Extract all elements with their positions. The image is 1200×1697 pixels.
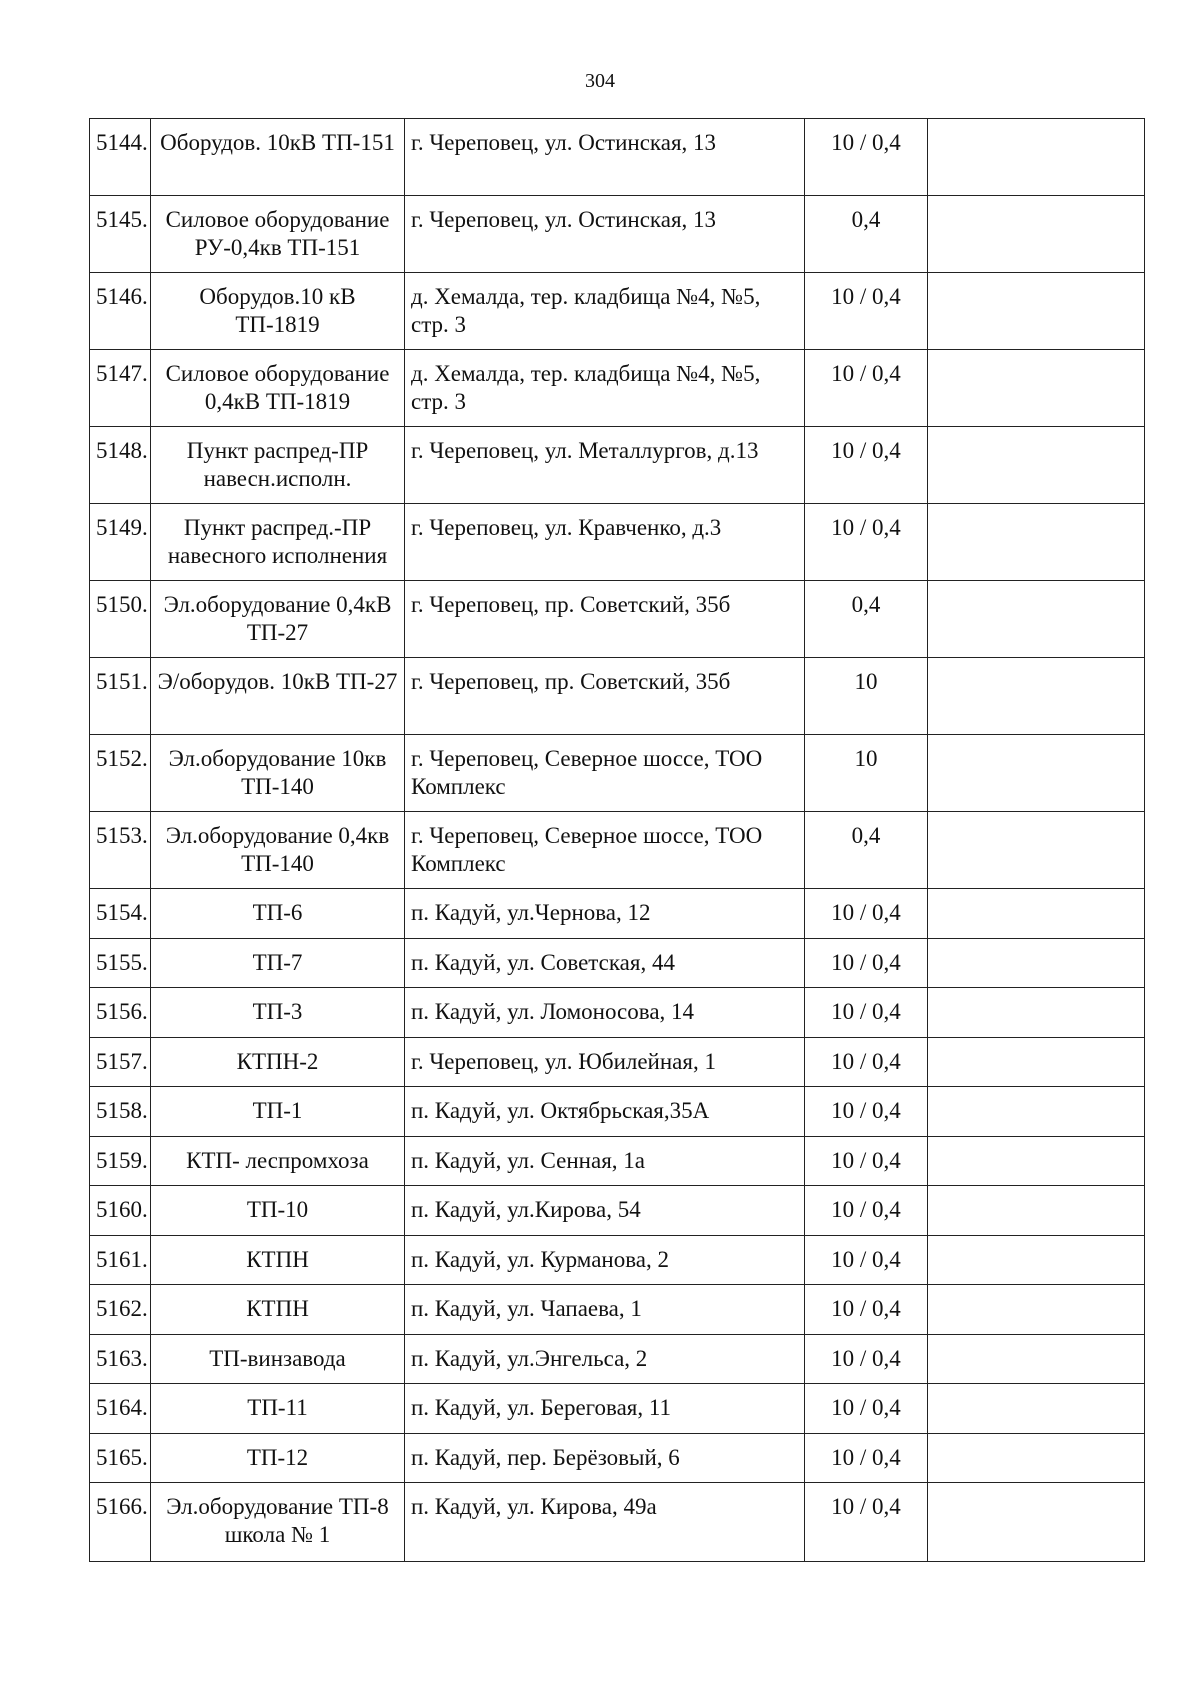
equipment-name: ТП-7 [151, 938, 405, 988]
voltage-class: 0,4 [805, 581, 928, 658]
equipment-address: п. Кадуй, ул.Кирова, 54 [405, 1186, 805, 1236]
equipment-name: ТП-10 [151, 1186, 405, 1236]
equipment-address: д. Хемалда, тер. кладбища №4, №5, стр. 3 [405, 350, 805, 427]
table-row [90, 581, 1145, 658]
equipment-name: ТП-6 [151, 889, 405, 939]
extra-cell [928, 889, 1145, 939]
extra-cell [928, 273, 1145, 350]
voltage-class: 10 / 0,4 [805, 1384, 928, 1434]
extra-cell [928, 350, 1145, 427]
equipment-address: п. Кадуй, ул. Чапаева, 1 [405, 1285, 805, 1335]
registry-body [90, 119, 1145, 1562]
row-number: 5161. [90, 1235, 151, 1285]
extra-cell [928, 1037, 1145, 1087]
voltage-class: 10 / 0,4 [805, 988, 928, 1038]
equipment-address: п. Кадуй, ул. Советская, 44 [405, 938, 805, 988]
table-row [90, 735, 1145, 812]
voltage-class: 10 / 0,4 [805, 889, 928, 939]
row-number: 5159. [90, 1136, 151, 1186]
equipment-address: п. Кадуй, ул. Курманова, 2 [405, 1235, 805, 1285]
equipment-name: ТП-3 [151, 988, 405, 1038]
row-number: 5153. [90, 812, 151, 889]
table-row [90, 658, 1145, 735]
row-number: 5160. [90, 1186, 151, 1236]
voltage-class: 10 [805, 658, 928, 735]
equipment-name: Оборудов.10 кВ ТП-1819 [151, 273, 405, 350]
table-row [90, 1037, 1145, 1087]
voltage-class: 10 / 0,4 [805, 1087, 928, 1137]
equipment-address: г. Череповец, пр. Советский, 35б [405, 581, 805, 658]
row-number: 5164. [90, 1384, 151, 1434]
row-number: 5155. [90, 938, 151, 988]
equipment-address: г. Череповец, ул. Остинская, 13 [405, 196, 805, 273]
voltage-class: 10 / 0,4 [805, 1433, 928, 1483]
extra-cell [928, 196, 1145, 273]
equipment-name: ТП-11 [151, 1384, 405, 1434]
row-number: 5165. [90, 1433, 151, 1483]
equipment-address: п. Кадуй, пер. Берёзовый, 6 [405, 1433, 805, 1483]
row-number: 5145. [90, 196, 151, 273]
extra-cell [928, 1087, 1145, 1137]
equipment-address: п. Кадуй, ул. Ломоносова, 14 [405, 988, 805, 1038]
voltage-class: 10 / 0,4 [805, 1285, 928, 1335]
voltage-class: 10 / 0,4 [805, 938, 928, 988]
row-number: 5156. [90, 988, 151, 1038]
equipment-name: Пункт распред-ПР навесн.исполн. [151, 427, 405, 504]
table-row [90, 1186, 1145, 1236]
row-number: 5144. [90, 119, 151, 196]
table-row [90, 1136, 1145, 1186]
voltage-class: 10 / 0,4 [805, 1186, 928, 1236]
row-number: 5158. [90, 1087, 151, 1137]
table-row [90, 1235, 1145, 1285]
equipment-name: Пункт распред.-ПР навесного исполнения [151, 504, 405, 581]
extra-cell [928, 1483, 1145, 1562]
voltage-class: 10 / 0,4 [805, 1483, 928, 1562]
extra-cell [928, 119, 1145, 196]
voltage-class: 10 / 0,4 [805, 504, 928, 581]
page-number: 304 [585, 70, 615, 92]
extra-cell [928, 504, 1145, 581]
table-row [90, 119, 1145, 196]
extra-cell [928, 812, 1145, 889]
equipment-address: п. Кадуй, ул. Кирова, 49а [405, 1483, 805, 1562]
equipment-name: КТПН-2 [151, 1037, 405, 1087]
table-row [90, 1384, 1145, 1434]
row-number: 5154. [90, 889, 151, 939]
equipment-name: Эл.оборудование 10кв ТП-140 [151, 735, 405, 812]
voltage-class: 10 / 0,4 [805, 273, 928, 350]
equipment-address: д. Хемалда, тер. кладбища №4, №5, стр. 3 [405, 273, 805, 350]
row-number: 5157. [90, 1037, 151, 1087]
voltage-class: 10 / 0,4 [805, 1037, 928, 1087]
table-row [90, 988, 1145, 1038]
voltage-class: 10 [805, 735, 928, 812]
extra-cell [928, 1136, 1145, 1186]
table-row [90, 889, 1145, 939]
equipment-name: Эл.оборудование ТП-8 школа № 1 [151, 1483, 405, 1562]
voltage-class: 10 / 0,4 [805, 1136, 928, 1186]
table-row [90, 273, 1145, 350]
table-row [90, 812, 1145, 889]
voltage-class: 10 / 0,4 [805, 350, 928, 427]
row-number: 5151. [90, 658, 151, 735]
equipment-name: КТП- леспромхоза [151, 1136, 405, 1186]
equipment-name: Эл.оборудование 0,4кВ ТП-27 [151, 581, 405, 658]
table-row [90, 1087, 1145, 1137]
extra-cell [928, 1384, 1145, 1434]
voltage-class: 0,4 [805, 812, 928, 889]
table-row [90, 1483, 1145, 1562]
equipment-address: г. Череповец, ул. Юбилейная, 1 [405, 1037, 805, 1087]
equipment-address: г. Череповец, Северное шоссе, ТОО Комплекс [405, 735, 805, 812]
table-row [90, 427, 1145, 504]
row-number: 5146. [90, 273, 151, 350]
row-number: 5166. [90, 1483, 151, 1562]
extra-cell [928, 735, 1145, 812]
extra-cell [928, 658, 1145, 735]
equipment-address: г. Череповец, ул. Металлургов, д.13 [405, 427, 805, 504]
table-row [90, 350, 1145, 427]
equipment-registry-table [89, 118, 1145, 1562]
equipment-name: Силовое оборудование РУ-0,4кв ТП-151 [151, 196, 405, 273]
equipment-address: п. Кадуй, ул. Октябрьская,35А [405, 1087, 805, 1137]
table-row [90, 1285, 1145, 1335]
equipment-address: г. Череповец, ул. Кравченко, д.3 [405, 504, 805, 581]
voltage-class: 0,4 [805, 196, 928, 273]
extra-cell [928, 1285, 1145, 1335]
equipment-name: ТП-12 [151, 1433, 405, 1483]
table-row [90, 504, 1145, 581]
extra-cell [928, 988, 1145, 1038]
equipment-name: КТПН [151, 1235, 405, 1285]
equipment-address: г. Череповец, Северное шоссе, ТОО Комплекс [405, 812, 805, 889]
extra-cell [928, 938, 1145, 988]
extra-cell [928, 1186, 1145, 1236]
voltage-class: 10 / 0,4 [805, 119, 928, 196]
row-number: 5162. [90, 1285, 151, 1335]
equipment-address: п. Кадуй, ул.Энгельса, 2 [405, 1334, 805, 1384]
equipment-address: г. Череповец, пр. Советский, 35б [405, 658, 805, 735]
row-number: 5149. [90, 504, 151, 581]
table-row [90, 196, 1145, 273]
equipment-address: п. Кадуй, ул. Сенная, 1а [405, 1136, 805, 1186]
voltage-class: 10 / 0,4 [805, 1334, 928, 1384]
row-number: 5152. [90, 735, 151, 812]
equipment-name: Эл.оборудование 0,4кв ТП-140 [151, 812, 405, 889]
voltage-class: 10 / 0,4 [805, 427, 928, 504]
extra-cell [928, 1334, 1145, 1384]
equipment-name: ТП-винзавода [151, 1334, 405, 1384]
extra-cell [928, 1235, 1145, 1285]
row-number: 5150. [90, 581, 151, 658]
equipment-address: п. Кадуй, ул.Чернова, 12 [405, 889, 805, 939]
equipment-name: ТП-1 [151, 1087, 405, 1137]
voltage-class: 10 / 0,4 [805, 1235, 928, 1285]
equipment-name: Оборудов. 10кВ ТП-151 [151, 119, 405, 196]
equipment-address: п. Кадуй, ул. Береговая, 11 [405, 1384, 805, 1434]
row-number: 5148. [90, 427, 151, 504]
extra-cell [928, 1433, 1145, 1483]
equipment-name: КТПН [151, 1285, 405, 1335]
equipment-address: г. Череповец, ул. Остинская, 13 [405, 119, 805, 196]
table-row [90, 1433, 1145, 1483]
table-row [90, 1334, 1145, 1384]
equipment-name: Силовое оборудование 0,4кВ ТП-1819 [151, 350, 405, 427]
equipment-name: Э/оборудов. 10кВ ТП-27 [151, 658, 405, 735]
extra-cell [928, 581, 1145, 658]
extra-cell [928, 427, 1145, 504]
row-number: 5147. [90, 350, 151, 427]
table-row [90, 938, 1145, 988]
row-number: 5163. [90, 1334, 151, 1384]
